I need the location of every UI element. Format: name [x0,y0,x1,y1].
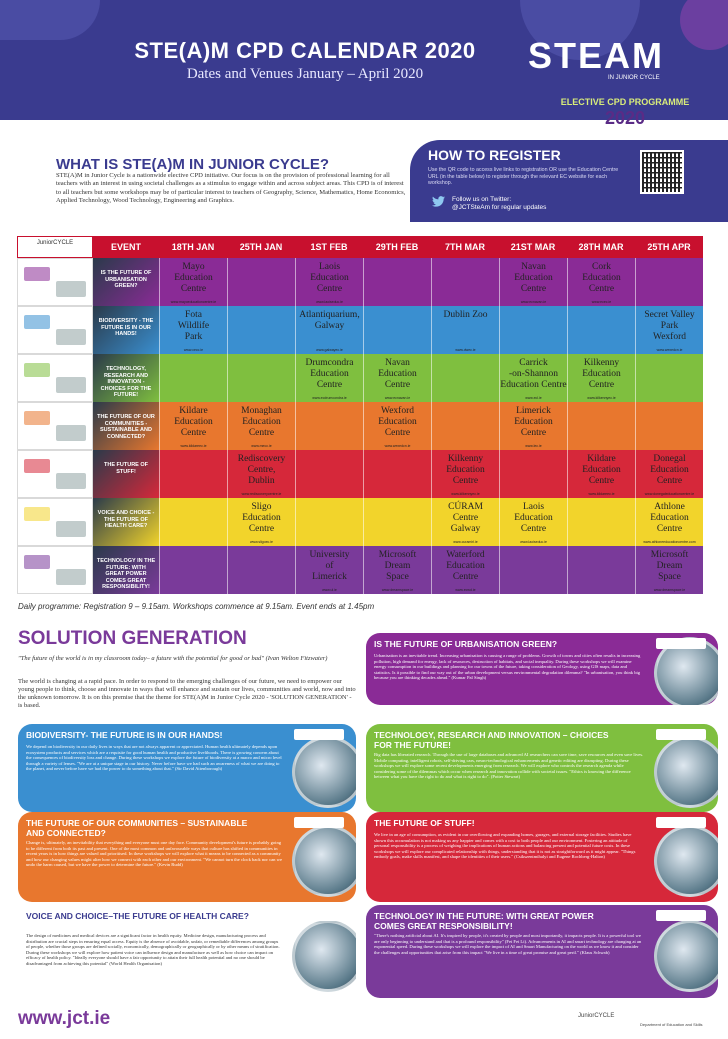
partner-logo [656,817,706,828]
page-subtitle: Dates and Venues January – April 2020 [186,66,424,82]
venue-cell[interactable] [431,498,499,546]
venue-cell [431,258,499,306]
partner-logo [17,402,93,450]
partner-logo [656,638,706,649]
event-name: TECHNOLOGY, RESEARCH AND INNOVATION - CHOICES FOR THE FUTURE! [100,366,152,398]
venue-url-link[interactable]: www.dreamspace.ie [381,588,414,592]
venue-cell[interactable] [431,306,499,354]
theme-card-title: THE FUTURE OF STUFF! [374,818,475,828]
calendar-row [17,546,703,594]
theme-card [366,812,718,902]
venue-url-link[interactable]: www.ecl.ie [525,396,542,400]
event-image [93,402,159,450]
venue-cell[interactable] [363,546,431,594]
venue-cell [295,402,363,450]
venue-cell[interactable] [363,402,431,450]
venue-cell[interactable] [227,402,295,450]
venue-cell[interactable] [499,354,567,402]
what-is-body: STE(A)M in Junior Cycle is a nationwide elective CPD initiative. Our focus is on the provision of professional learning for all teachers with an interest in using societal challenges as a stimulus to engage within and across subject areas. This CPD is of interest to all teachers but some workshops may be of particular interest to teachers of Geography, Science, Mathematics, Home Economics, Applied Technology, Wood Technology, Engineering and Graphics. [56,172,406,205]
venue-url-link[interactable]: www.kilkennyec.ie [451,492,480,496]
venue-cell [499,546,567,594]
venue-cell [499,450,567,498]
twitter-bird-icon[interactable] [432,196,445,207]
twitter-line1: Follow us on Twitter: [452,196,512,203]
theme-card-body: Urbanisation is an inevitable trend. Increasing urbanisation is causing a range of problems. Growth of towns and cities often results in increasing pollution, high demand for energy, lack of resources, destruction of habitats, and social inequality. During these workshops we will examine energy consumption in our buildings and planning for our towns of the future, taking consideration of Geology, using GIS maps, data and statistics. Is it possible to find our way out of the urban development versus environmental degradation dilemma? "In urbanisation, you think big because you are thinking decades ahead." (Kumar Pal Singh) [374,653,641,681]
theme-card-body: Change is, ultimately, an inevitability that everything and everyone must one day face. Community development's future is probably going to be different from both its past and present. One of the most common and unfavourable ways that culture has shifted in communities in recent years is in how things are valued and prioritised. In these workshops we will explore what it means to be connected as a community and how our changing values might alter how we connect with each other and our environment. "We cannot turn the clock back nor can we undo the harm caused, but we have the power to determine the future." (Kevin Rudd) [26,840,282,868]
theme-card [18,812,356,902]
junior-cycle-logo [17,236,93,258]
venue-url-link[interactable]: www.rediscoverycentre.ie [241,492,282,496]
venue-name: Laois Education Centre [514,502,553,534]
venue-cell[interactable] [431,546,499,594]
venue-name: Limerick Education Centre [514,406,553,438]
venue-name: Kilkenny Education Centre [446,454,485,486]
venue-name: Waterford Education Centre [446,550,485,582]
venue-name: Sligo Education Centre [242,502,281,534]
venue-cell[interactable] [295,354,363,402]
event-name: IS THE FUTURE OF URBANISATION GREEN? [100,270,152,289]
junior-cycle-footer-logo: JuniorCYCLE [578,1013,615,1019]
event-name: THE FUTURE OF STUFF! [104,462,148,475]
venue-cell [431,354,499,402]
partner-logo [294,729,344,740]
partner-logo [656,910,706,921]
venue-cell[interactable] [567,450,635,498]
theme-card [366,905,718,998]
venue-name: Dublin Zoo [443,310,488,320]
theme-card-title: IS THE FUTURE OF URBANISATION GREEN? [374,639,558,649]
elective-label: ELECTIVE CPD PROGRAMME [560,97,690,107]
event-image [93,546,159,594]
venue-cell [295,450,363,498]
event-name: BIODIVERSITY - THE FUTURE IS IN OUR HANDS! [98,318,154,337]
venue-url-link[interactable]: www.laoiseduc.ie [520,540,547,544]
event-name: THE FUTURE OF OUR COMMUNITIES - SUSTAINABLE AND CONNECTED? [97,414,155,440]
venue-url-link[interactable]: www.ecec.ie [591,300,612,304]
header-date-2: 25TH JAN [239,242,283,252]
steam-logo [528,35,698,85]
venue-cell [227,354,295,402]
venue-name: Fota Wildlife Park [177,310,210,342]
theme-card [18,724,356,812]
event-image [93,450,159,498]
venue-cell [363,450,431,498]
venue-url-link[interactable]: www.ecdrumcondra.ie [312,396,347,400]
partner-logo [17,450,93,498]
venue-cell [567,498,635,546]
venue-url-link[interactable]: www.dreamspace.ie [653,588,686,592]
venue-name: Cork Education Centre [582,262,621,294]
venue-cell[interactable] [635,546,703,594]
theme-card-body: Big data has liberated research. Through the use of large databases and advanced AI researchers can save time, save resources and even save lives. Mobile computing, intelligent robots, self-driving cars, neuro-technological enhancements and genetic editing are disrupting. During these workshops we will explore some recent developments emerging from research. We will explore who controls the research agenda while considering some of the dilemmas which occur when research and innovation collide with societal issues. "Ethics is knowing the difference between what you have the right to do and what is right to do". (Potter Stewart) [374,752,644,780]
venue-cell[interactable] [227,498,295,546]
venue-name: Microsoft Dream Space [378,550,417,582]
venue-url-link[interactable]: www.galwayec.ie [316,348,343,352]
venue-url-link[interactable]: www.donegaleducationcentre.ie [644,492,695,496]
venue-url-link[interactable]: www.curamirl.ie [453,540,478,544]
venue-url-link[interactable]: www.kildareec.ie [180,444,207,448]
theme-card-photo [292,920,356,992]
venue-cell[interactable] [295,306,363,354]
venue-url-link[interactable]: www.ul.ie [322,588,337,592]
venue-url-link[interactable]: www.sligoec.ie [250,540,273,544]
venue-cell [499,306,567,354]
solution-body: The world is changing at a rapid pace. In order to respond to the emerging challenges of our future, we need to empower our young people to think, choose and innovate in ways that will enhance and sustain our lives, communities and world, now and into the unknown tomorrow. It is on this premise that the theme for STE(A)M in Junior Cycle 2020 - 'SOLUTION GENERATION' - is based. [18,678,356,709]
venue-name: Kildare Education Centre [174,406,213,438]
venue-cell [567,306,635,354]
theme-card-title: TECHNOLOGY, RESEARCH AND INNOVATION – CHOICES FOR THE FUTURE! [374,730,609,750]
venue-cell[interactable] [227,450,295,498]
twitter-text [452,196,546,212]
header-date-1: 18TH JAN [171,242,215,252]
venue-name: Laois Education Centre [310,262,349,294]
venue-cell[interactable] [295,546,363,594]
venue-cell [227,306,295,354]
venue-cell [567,546,635,594]
department-logo: Department of Education and Skills [640,1022,703,1027]
junior-cycle-logo-text: JuniorCYCLE [36,240,74,246]
venue-name: Microsoft Dream Space [650,550,689,582]
calendar-row [17,258,703,306]
venue-name: University of Limerick [309,550,350,582]
venue-url-link[interactable]: www.ecwd.ie [455,588,476,592]
venue-url-link[interactable]: www.ecnavan.ie [384,396,411,400]
daily-programme-note: Daily programme: Registration 9 – 9.15am. Workshops commence at 9.15am. Event ends at 1.45pm [18,602,375,611]
venue-url-link[interactable]: www.dwec.ie [455,348,476,352]
what-is-title: WHAT IS STE(A)M IN JUNIOR CYCLE? [56,156,330,173]
theme-card [18,905,356,998]
partner-logo [17,546,93,594]
venue-cell [431,402,499,450]
partner-logo [656,729,706,740]
year-label: 2020 [604,108,646,128]
venue-name: Secret Valley Park Wexford [644,310,695,342]
decorative-shape [0,0,100,40]
venue-url-link[interactable]: www.kilkennyec.ie [587,396,616,400]
venue-name: Wexford Education Centre [378,406,417,438]
venue-cell[interactable] [499,258,567,306]
calendar-row [17,306,703,354]
venue-name: Drumcondra Education Centre [305,358,354,390]
venue-url-link[interactable]: www.kildareec.ie [588,492,615,496]
event-name: VOICE AND CHOICE - THE FUTURE OF HEALTH CARE? [97,510,155,529]
venue-cell [363,258,431,306]
venue-cell[interactable] [159,402,227,450]
theme-card-title: BIODIVERSITY- THE FUTURE IS IN OUR HANDS! [26,730,223,740]
theme-card-title: TECHNOLOGY IN THE FUTURE: WITH GREAT POWER COMES GREAT RESPONSIBILITY! [374,911,594,931]
venue-name: Kildare Education Centre [582,454,621,486]
venue-name: Navan Education Centre [378,358,417,390]
venue-cell[interactable] [635,450,703,498]
venue-name: Monaghan Education Centre [241,406,282,438]
venue-cell[interactable] [159,306,227,354]
venue-cell [159,546,227,594]
theme-card-body: We live in an age of consumption, as evident in our overflowing and expanding homes, garages, and external storage facilities. Studies have shown this accumulation is not making us any happier and comes with a cost to both people and our environment. Fostering an attitude of personal responsibility is a process of weighing the implications of human actions and balancing present and potential future costs. In these workshops we will explore our complicated relationship with things, understanding that it is not as straightforward as it might appear. "Things embody goals, make skills manifest, and shape the identities of their users." (Csikszentmihalyi and Eugene Rochberg-Halton) [374,832,636,860]
event-image [93,258,159,306]
theme-card-photo [292,825,356,897]
venue-name: Kilkenny Education Centre [582,358,621,390]
event-name: TECHNOLOGY IN THE FUTURE: WITH GREAT POWER COMES GREAT RESPONSIBILITY! [96,558,156,590]
venue-url-link[interactable]: www.wexedcn.ie [384,444,411,448]
venue-name: Athlone Education Centre [650,502,689,534]
venue-cell[interactable] [567,354,635,402]
header-date-8: 25TH APR [647,242,691,252]
venue-name: Carrick -on-Shannon Education Centre [500,358,567,390]
venue-cell[interactable] [635,498,703,546]
venue-cell [227,546,295,594]
event-image [93,306,159,354]
venue-cell [159,354,227,402]
venue-cell[interactable] [159,258,227,306]
venue-cell[interactable] [499,402,567,450]
theme-card-photo [654,920,718,992]
theme-card-body: "There's nothing artificial about AI. It's inspired by people, it's created by people and most importantly, it impacts people. It is a powerful tool we are only beginning to understand and that is a profound responsibility" (Fei Fei Li). Advancements in AI and smart technology are changing at an exponential speed. During these workshops we will explore the impact of AI and Smart Manufacturing on the world as we know it and consider the challenges and opportunities that arise from this impact "We live in a time of great promise and great peril." (Klaus Schwab) [374,933,642,955]
solution-generation-title: SOLUTION GENERATION [18,628,247,649]
calendar-row [17,354,703,402]
venue-name: Atlantiquarium, Galway [299,310,360,331]
venue-url-link[interactable]: www.ecnavan.ie [520,300,547,304]
partner-logo [294,910,344,921]
header-date-3: 1ST FEB [310,242,348,252]
venue-cell [159,450,227,498]
partner-logo [17,498,93,546]
steam-logo-sub: IN JUNIOR CYCLE [608,75,660,81]
event-image [93,354,159,402]
venue-cell [363,306,431,354]
theme-card-photo [654,825,718,897]
header-date-6: 21ST MAR [510,242,556,252]
theme-card-title: VOICE AND CHOICE–THE FUTURE OF HEALTH CARE? [26,911,249,921]
page-title: STE(A)M CPD CALENDAR 2020 [134,38,476,63]
venue-name: Donegal Education Centre [650,454,689,486]
venue-name: CÚRAM Centre Galway [448,502,483,534]
calendar-header-row [17,236,703,258]
theme-card-body: We depend on biodiversity in our daily lives in ways that are not always apparent or appreciated. Human health ultimately depends upon ecosystem products and services which are a requisite for good human health and productive livelihoods. There is growing concern about the consequences of biodiversity loss and change. During these workshops we explore the future of biodiversity at a macro and micro level through a variety of lenses. "We are at a unique stage in our history. Never before have we had such an awareness of what we are doing to the planet, and never before have we had the power to do something about that." (Sir David Attenborough) [26,744,282,772]
steam-logo-word: STEAM [528,35,664,76]
theme-card [366,633,718,705]
theme-card-title: THE FUTURE OF OUR COMMUNITIES – SUSTAINABLE AND CONNECTED? [26,818,248,838]
qr-code-icon[interactable] [640,150,684,194]
venue-name: Rediscovery Centre, Dublin [237,454,286,486]
venue-cell [635,354,703,402]
calendar-row [17,402,703,450]
header-date-4: 29TH FEB [375,242,419,252]
calendar-row [17,450,703,498]
venue-cell [635,402,703,450]
website-link[interactable]: www.jct.ie [18,1008,111,1029]
venue-cell[interactable] [431,450,499,498]
venue-url-link[interactable]: www.laoiseduc.ie [316,300,343,304]
header-event: EVENT [110,242,141,252]
venue-url-link[interactable]: www.mecc.ie [251,444,272,448]
venue-cell [159,498,227,546]
venue-cell[interactable] [363,354,431,402]
venue-url-link[interactable]: www.athloneeducationcentre.com [643,540,696,544]
register-body: Use the QR code to access live links to registration OR use the Education Centre URL (in the table below) to register through the relevant EC website for each workshop. [428,167,619,186]
partner-logo [17,354,93,402]
venue-cell [363,498,431,546]
venue-name: Mayo Education Centre [174,262,213,294]
venue-cell[interactable] [567,258,635,306]
venue-cell[interactable] [295,258,363,306]
theme-card-photo [292,736,356,808]
header-date-7: 28TH MAR [578,242,624,252]
register-title: HOW TO REGISTER [428,147,561,163]
theme-card-photo [654,736,718,808]
venue-url-link[interactable]: www.mayoeducationcentre.ie [170,300,217,304]
calendar-row [17,498,703,546]
partner-logo [17,258,93,306]
solution-quote: "The future of the world is in my classroom today– a future with the potential for good or bad" (Ivan Welton Fitzwater) [18,655,328,662]
venue-cell [227,258,295,306]
venue-cell [567,402,635,450]
venue-cell [635,258,703,306]
venue-url-link[interactable]: www.wexedcn.ie [656,348,683,352]
partner-logo [17,306,93,354]
partner-logo [294,817,344,828]
event-image [93,498,159,546]
header-date-5: 7TH MAR [445,242,485,252]
theme-card [366,724,718,812]
twitter-handle-link[interactable]: @JCTSteAm for regular updates [452,204,547,211]
venue-cell[interactable] [499,498,567,546]
venue-cell[interactable] [635,306,703,354]
venue-name: Navan Education Centre [514,262,553,294]
theme-card-body: The design of medicines and medical devices are a significant factor in health equity. Medicine design, manufacturing process and distribution are crucial steps in ensuring equal access. Equity is the absence of avoidable, unfair, or remediable differences among groups of people, whether those groups are defined socially, economically, demographically or geographically or by other means of stratification. During these workshops we will explore how patient voice can influence design and manufacture as well as how choice can impact on efficacy of health policy. "Ideally everyone should have a fair opportunity to attain their full health potential and no one should be disadvantaged from achieving this potential" (World Health Organisation) [26,933,280,966]
venue-cell [295,498,363,546]
venue-url-link[interactable]: www.lec.ie [525,444,542,448]
venue-url-link[interactable]: www.cecc.ie [183,348,204,352]
